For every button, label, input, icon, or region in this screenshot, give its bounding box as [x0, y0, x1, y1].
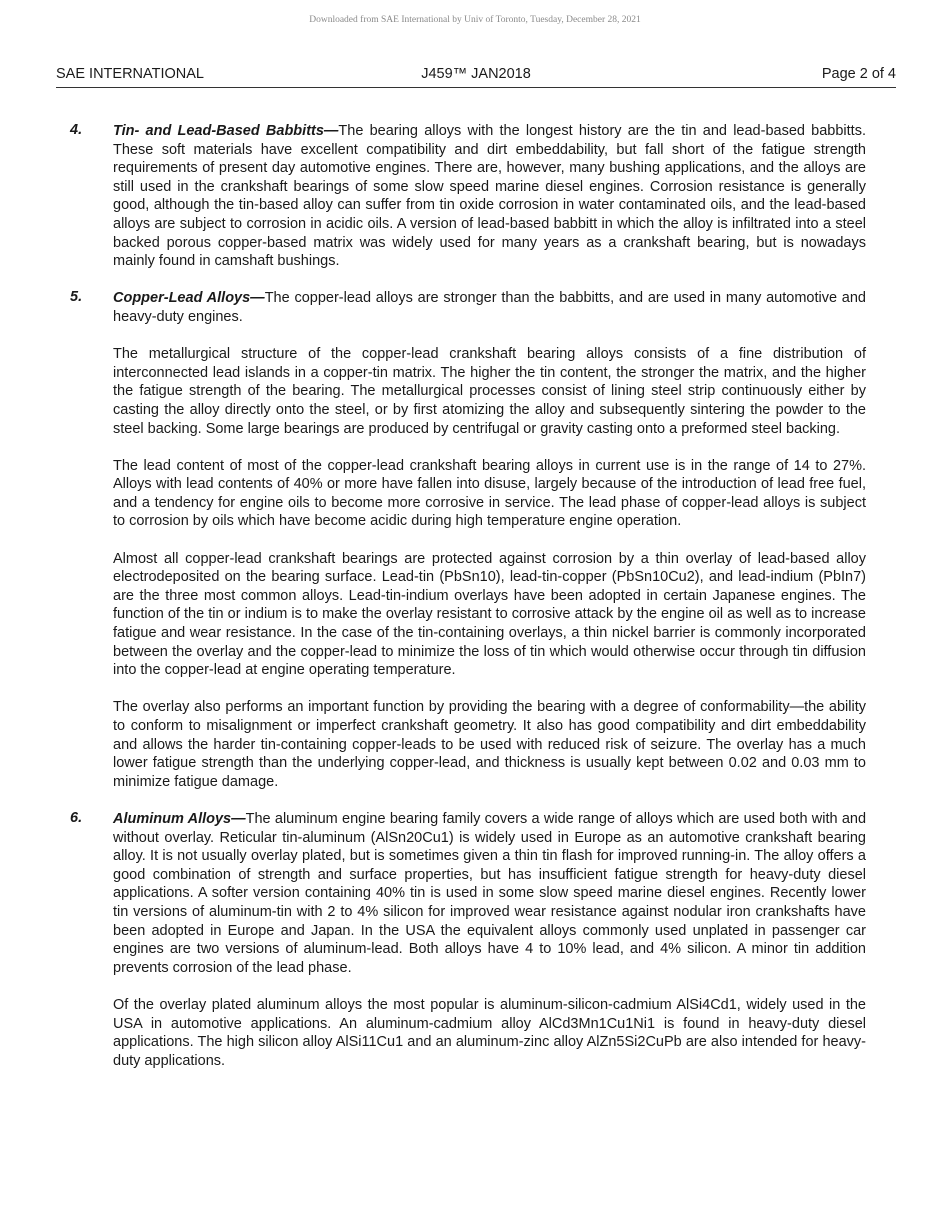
section-title: Tin- and Lead-Based Babbitts— — [113, 123, 339, 139]
section-paragraph: The metallurgical structure of the copper-lead crankshaft bearing alloys consists of a fine distribution of interconnected lead islands in a copper-tin matrix. The higher the tin content, the stronger the matrix, and the higher the fatigue strength of the bearing. The metallurgical processes consist of lining steel strip continuously either by casting the alloy directly onto the steel, or by first atomizing the alloy and subsequently sintering the powder to the steel backing. Some large bearings are produced by centrifugal or gravity casting onto a preformed steel backing. — [113, 346, 866, 437]
section-number: 5. — [70, 289, 83, 306]
paragraph-text: The bearing alloys with the longest history are the tin and lead-based babbitts. These soft materials have excellent compatibility and dirt embeddability, but fall short of the fatigue strength requirements of present day automotive engines. There are, however, many bushing applications, and the alloys are still used in the crankshaft bearings of some slow speed marine diesel engines. Corrosion resistance is generally good, although the tin-based alloy can suffer from tin oxide corrosion in water contaminated oils, and the lead-based alloys are subject to corrosion in acidic oils. A version of lead-based babbitt in which the alloy is infiltrated into a steel backed porous copper-based matrix was widely used for many years as a crankshaft bearing, but is nowadays mainly found in camshaft bushings. — [113, 123, 866, 270]
section-number: 6. — [70, 809, 83, 826]
section-paragraph: Almost all copper-lead crankshaft bearings are protected against corrosion by a thin overlay of lead-based alloy electrodeposited on the bearing surface. Lead-tin (PbSn10), lead-tin-copper (PbSn10Cu2), and lead-indium (PbIn7) are the three most common alloys. Lead-tin-indium overlays have been adopted in certain Japanese engines. The function of the tin or indium is to make the overlay resistant to corrosive attack by the engine oil as well as to increase fatigue and wear resistance. In the case of the tin-containing overlays, a thin nickel barrier is commonly incorporated between the overlay and the copper-lead to minimize the loss of tin which would otherwise occur through tin diffusion into the copper-lead at engine operating temperature. — [113, 550, 866, 679]
paragraph-text: The copper-lead alloys are stronger than the babbitts, and are used in many automotive and heavy-duty engines. — [113, 290, 866, 325]
section-paragraph: Of the overlay plated aluminum alloys the most popular is aluminum-silicon-cadmium AlSi4Cd1, widely used in the USA in automotive applications. An aluminum-cadmium alloy AlCd3Mn1Cu1Ni1 is found in heavy-duty diesel applications. The high silicon alloy AlSi11Cu1 and an aluminum-zinc alloy AlZn5Si2CuPb are also intended for heavy-duty applications. — [113, 996, 866, 1069]
section-paragraph — [113, 289, 866, 326]
header-org: SAE INTERNATIONAL — [56, 66, 204, 82]
section-number: 4. — [70, 122, 83, 138]
download-watermark: Downloaded from SAE International by Univ of Toronto, Tuesday, December 28, 2021 — [309, 15, 641, 25]
section-4 — [70, 122, 866, 271]
header-rule — [56, 87, 896, 88]
page-header — [56, 66, 896, 86]
section-paragraph — [113, 122, 866, 271]
header-page-number: Page 2 of 4 — [821, 66, 896, 82]
section-paragraph: The lead content of most of the copper-lead crankshaft bearing alloys in current use is in the range of 14 to 27%. Alloys with lead contents of 40% or more have fallen into disuse, largely because of the introduction of lead free fuel, and a tendency for engine oils to become more corrosive in service. The lead phase of copper-lead alloys is subject to corrosion by oils which have become acidic during high temperature engine operation. — [113, 457, 866, 530]
section-6 — [70, 810, 866, 1070]
section-title: Copper-Lead Alloys— — [113, 290, 265, 307]
section-5 — [70, 289, 866, 791]
section-paragraph — [113, 810, 866, 977]
paragraph-text: The aluminum engine bearing family covers a wide range of alloys which are used both with and without overlay. Reticular tin-aluminum (AlSn20Cu1) is widely used in Europe as an automotive crankshaft bearing alloy. It is not usually overlay plated, but is sometimes given a thin tin flash for improved running-in. The alloy offers a good combination of strength and surface properties, but has insufficient fatigue strength for heavy-duty diesel applications. A softer version containing 40% tin is used in some slow speed marine diesel engines. Recently lower tin versions of aluminum-tin with 2 to 4% silicon for improved wear resistance against nodular iron crankshafts have been adopted in Europe and Japan. In the USA the equivalent alloys commonly used unplated in passenger car engines are two versions of aluminum-lead. Both alloys have 4 to 10% lead, and 4% silicon. A minor tin addition prevents corrosion of the lead phase. — [113, 810, 867, 976]
header-doc-id: J459™ JAN2018 — [421, 66, 531, 82]
section-title: Aluminum Alloys— — [113, 810, 246, 827]
section-paragraph: The overlay also performs an important function by providing the bearing with a degree of conformability—the ability to conform to misalignment or imperfect crankshaft geometry. It also has good compatibility and dirt embeddability and allows the harder tin-containing copper-leads to be used with reduced risk of seizure. The overlay has a much lower fatigue strength than the underlying copper-lead, and thickness is usually kept between 0.02 and 0.03 mm to minimize fatigue damage. — [113, 699, 866, 790]
document-body — [70, 122, 866, 1070]
